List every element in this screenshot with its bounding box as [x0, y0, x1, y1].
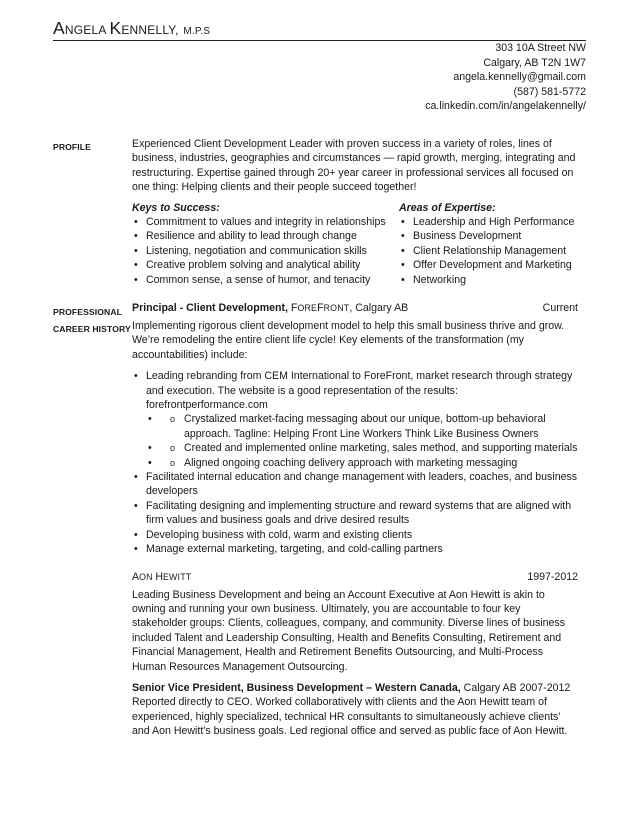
- list-item: • Client Relationship Management: [399, 244, 589, 258]
- list-item: • Manage external marketing, targeting, and cold-calling partners: [132, 542, 578, 556]
- list-item: • Resilience and ability to lead through change: [132, 229, 397, 243]
- job1-period: Current: [542, 302, 578, 314]
- list-item: • Leadership and High Performance: [399, 215, 589, 229]
- phone: (587) 581-5772: [513, 85, 586, 98]
- name-first-rest: NGELA: [64, 23, 110, 37]
- job2-role-meta: Calgary AB 2007-2012: [460, 681, 571, 694]
- job1-header: [132, 301, 578, 319]
- list-item: • Facilitated internal education and change management with leaders, coaches, and business developers: [132, 470, 578, 499]
- list-item: • Listening, negotiation and communication skills: [132, 244, 397, 258]
- job1-location: , Calgary AB: [349, 302, 409, 314]
- profile-label: PROFILE: [53, 142, 91, 152]
- list-item: • Leading rebranding from CEM International to ForeFront, market research through strategy and execution. The website is a good representation of the results: forefrontperformance.com • o Crystalized market-facing messaging about our unique, bottom-up behavioral approach. Tagline: Helping Front Line Workers Think Like Business Owners • o Created and implemented online marketing, sales method, and supporting materials • o Aligned ongoing coaching delivery approach with marketing messaging: [132, 369, 578, 470]
- list-item: • Common sense, a sense of humor, and tenacity: [132, 273, 397, 287]
- list-item: • Facilitating designing and implementing structure and reward systems that are aligned with firm values and business goals and drive desired results: [132, 499, 578, 528]
- job2-intro: Leading Business Development and being an Account Executive at Aon Hewitt is akin to owning and running your own business. Ultimately, you are accountable to four key stakeholder groups: Clients, colleagues, company, and community. Diverse lines of business included Talent and Leadership Consulting, Health and Benefits Consulting, Retirement and Financial Management, Health and Retirement Benefits Outsourcing, and Multi-Process Human Resources Management Outsourcing.: [132, 588, 565, 673]
- profile-section: [132, 137, 578, 289]
- contact-block: [425, 41, 586, 114]
- areas-column: [399, 201, 589, 287]
- name-last-rest: ENNELLY,: [121, 23, 179, 37]
- areas-list: [399, 215, 589, 287]
- job2-period: 1997-2012: [527, 570, 578, 583]
- career-section: [132, 301, 578, 739]
- credentials: M.P.S: [183, 26, 211, 37]
- job1-company: FOREFRONT: [290, 302, 350, 314]
- profile-summary: Experienced Client Development Leader with proven success in a variety of roles, lines of business, industries, geographies and circumstances — rapid growth, merging, integrating and restructuring. Expertise gained through 20+ year career in professional services all focused on one thing: Helping clients and their people succeed together!: [132, 138, 576, 194]
- list-item: • Business Development: [399, 229, 589, 243]
- career-label-2: CAREER HISTORY: [53, 324, 131, 334]
- keys-list: [132, 215, 397, 287]
- keys-heading: Keys to Success:: [132, 201, 220, 214]
- address-line-1: 303 10A Street NW: [495, 42, 586, 54]
- list-item: • o Aligned ongoing coaching delivery approach with marketing messaging: [146, 456, 578, 470]
- job2-role-title: Senior Vice President, Business Development – Western Canada,: [132, 681, 461, 694]
- job2-role: [132, 681, 578, 739]
- job1-intro: Implementing rigorous client development model to help this small business thrive and grow. We’re remodeling the entire client life cycle! Key elements of the transformation (my accountabilities) include:: [132, 320, 565, 361]
- job1-sub-list: [146, 412, 578, 470]
- candidate-name: [53, 18, 210, 42]
- job1-bullets: [132, 369, 578, 556]
- job2-header: [132, 570, 578, 588]
- skills-columns: [132, 201, 578, 289]
- list-item: • Commitment to values and integrity in relationships: [132, 215, 397, 229]
- list-item: • o Crystalized market-facing messaging about our unique, bottom-up behavioral approach. Tagline: Helping Front Line Workers Think Like Business Owners: [146, 412, 578, 441]
- job2-company: AON HEWITT: [132, 570, 192, 583]
- linkedin-url[interactable]: ca.linkedin.com/in/angelakennelly/: [425, 100, 586, 113]
- list-item: • o Created and implemented online marketing, sales method, and supporting materials: [146, 441, 578, 455]
- list-item: • Developing business with cold, warm and existing clients: [132, 528, 578, 542]
- email[interactable]: angela.kennelly@gmail.com: [453, 71, 586, 84]
- list-item: • Creative problem solving and analytical ability: [132, 258, 397, 272]
- job1-title: Principal - Client Development,: [132, 302, 288, 314]
- name-initial-k: K: [109, 18, 122, 38]
- career-label-1: PROFESSIONAL: [53, 307, 123, 317]
- list-item: • Offer Development and Marketing: [399, 258, 589, 272]
- job2-role-desc: Reported directly to CEO. Worked collaboratively with clients and the Aon Hewitt team of experienced, highly specialized, technical HR consultants to simultaneously achieve clients’ and Aon Hewitt’s business goals. Led regional office and served as public face of Aon Hewitt.: [132, 696, 568, 738]
- address-line-2: Calgary, AB T2N 1W7: [483, 56, 586, 69]
- list-item: • Networking: [399, 273, 589, 287]
- areas-heading: Areas of Expertise:: [399, 201, 496, 214]
- keys-column: [132, 201, 397, 287]
- name-initial-a: A: [53, 18, 65, 38]
